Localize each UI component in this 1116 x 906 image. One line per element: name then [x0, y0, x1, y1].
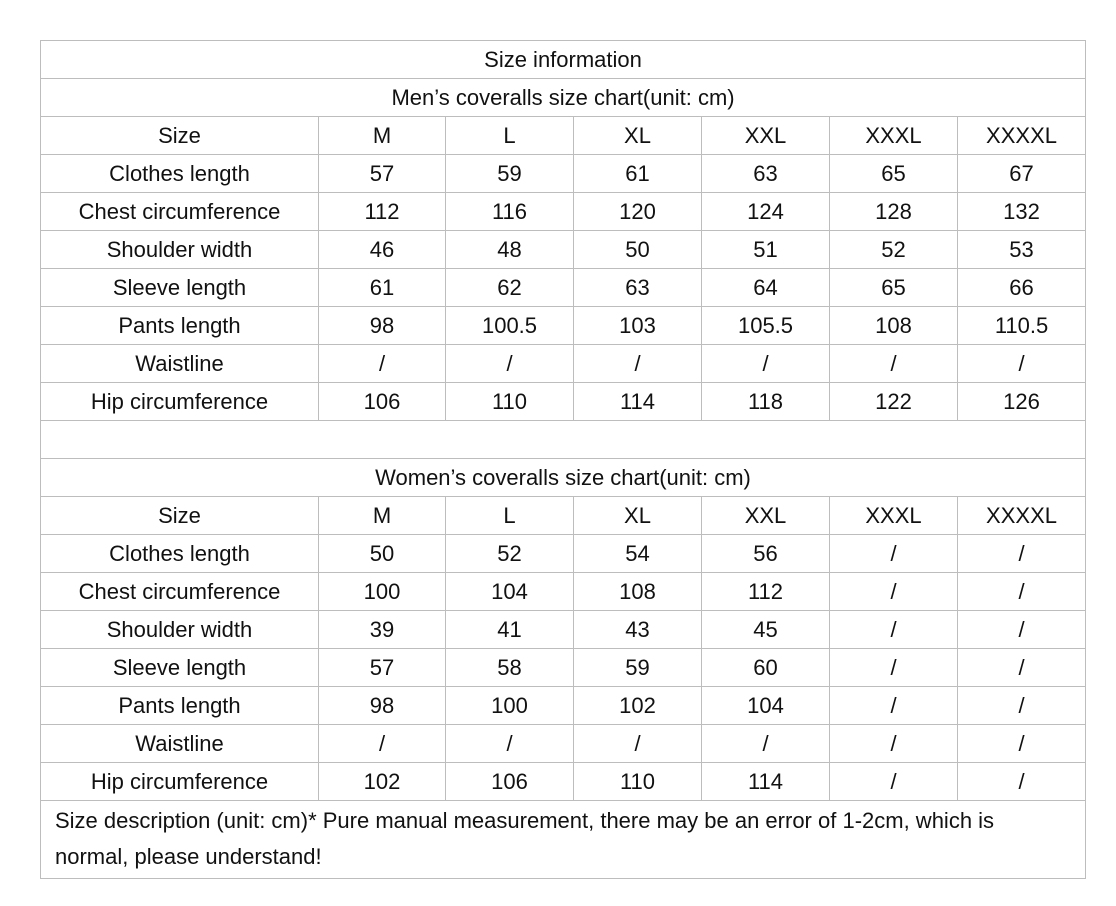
- table-body: [41, 41, 1086, 879]
- measurement-row: [41, 269, 1086, 307]
- measurement-value: 103: [574, 307, 702, 345]
- measurement-value: 64: [702, 269, 830, 307]
- measurement-value: 98: [319, 687, 446, 725]
- measurement-value: 104: [446, 573, 574, 611]
- measurement-value: 57: [319, 155, 446, 193]
- size-label: Size: [41, 497, 319, 535]
- measurement-value: /: [958, 687, 1086, 725]
- size-header-cell: XL: [574, 117, 702, 155]
- measurement-value: /: [830, 687, 958, 725]
- measurement-row: [41, 307, 1086, 345]
- size-header-cell: XXL: [702, 117, 830, 155]
- size-header-row: [41, 117, 1086, 155]
- measurement-value: 43: [574, 611, 702, 649]
- measurement-label: Waistline: [41, 345, 319, 383]
- measurement-value: 59: [574, 649, 702, 687]
- size-header-cell: L: [446, 117, 574, 155]
- measurement-value: 53: [958, 231, 1086, 269]
- measurement-value: 100: [446, 687, 574, 725]
- measurement-value: 59: [446, 155, 574, 193]
- measurement-value: 100.5: [446, 307, 574, 345]
- measurement-value: 52: [830, 231, 958, 269]
- measurement-value: /: [958, 725, 1086, 763]
- measurement-value: /: [574, 345, 702, 383]
- measurement-value: 110.5: [958, 307, 1086, 345]
- measurement-value: 63: [574, 269, 702, 307]
- measurement-label: Pants length: [41, 307, 319, 345]
- size-header-cell: XL: [574, 497, 702, 535]
- measurement-value: /: [702, 345, 830, 383]
- measurement-value: 108: [574, 573, 702, 611]
- measurement-value: 54: [574, 535, 702, 573]
- measurement-value: 65: [830, 155, 958, 193]
- measurement-value: 58: [446, 649, 574, 687]
- measurement-value: 114: [574, 383, 702, 421]
- measurement-label: Hip circumference: [41, 383, 319, 421]
- measurement-value: 124: [702, 193, 830, 231]
- measurement-value: 61: [574, 155, 702, 193]
- measurement-label: Waistline: [41, 725, 319, 763]
- measurement-row: [41, 231, 1086, 269]
- measurement-value: 46: [319, 231, 446, 269]
- measurement-row: [41, 193, 1086, 231]
- measurement-label: Clothes length: [41, 155, 319, 193]
- measurement-value: 116: [446, 193, 574, 231]
- measurement-value: /: [830, 535, 958, 573]
- measurement-value: /: [446, 725, 574, 763]
- table-title: Size information: [41, 41, 1086, 79]
- measurement-value: 52: [446, 535, 574, 573]
- measurement-label: Hip circumference: [41, 763, 319, 801]
- size-header-cell: L: [446, 497, 574, 535]
- measurement-value: 112: [702, 573, 830, 611]
- measurement-value: 50: [319, 535, 446, 573]
- measurement-label: Pants length: [41, 687, 319, 725]
- measurement-value: 57: [319, 649, 446, 687]
- measurement-value: 122: [830, 383, 958, 421]
- measurement-row: [41, 155, 1086, 193]
- measurement-value: 67: [958, 155, 1086, 193]
- measurement-value: 98: [319, 307, 446, 345]
- size-header-cell: XXXL: [830, 117, 958, 155]
- size-header-cell: XXXL: [830, 497, 958, 535]
- measurement-value: 106: [446, 763, 574, 801]
- measurement-value: 102: [574, 687, 702, 725]
- measurement-value: /: [830, 573, 958, 611]
- measurement-value: 63: [702, 155, 830, 193]
- measurement-value: 56: [702, 535, 830, 573]
- size-header-cell: XXXXL: [958, 117, 1086, 155]
- measurement-value: /: [830, 345, 958, 383]
- measurement-value: 100: [319, 573, 446, 611]
- measurement-value: 62: [446, 269, 574, 307]
- chart-heading: Women’s coveralls size chart(unit: cm): [41, 459, 1086, 497]
- measurement-value: 108: [830, 307, 958, 345]
- measurement-value: 114: [702, 763, 830, 801]
- size-information-table: [40, 40, 1086, 879]
- measurement-value: 66: [958, 269, 1086, 307]
- measurement-label: Shoulder width: [41, 611, 319, 649]
- measurement-value: /: [702, 725, 830, 763]
- measurement-value: 126: [958, 383, 1086, 421]
- measurement-row: [41, 535, 1086, 573]
- measurement-label: Chest circumference: [41, 193, 319, 231]
- measurement-row: [41, 687, 1086, 725]
- measurement-value: 105.5: [702, 307, 830, 345]
- spacer-row: [41, 421, 1086, 459]
- measurement-row: [41, 763, 1086, 801]
- measurement-value: 39: [319, 611, 446, 649]
- chart-heading-row: [41, 79, 1086, 117]
- measurement-row: [41, 345, 1086, 383]
- measurement-value: 51: [702, 231, 830, 269]
- title-row: [41, 41, 1086, 79]
- measurement-value: 60: [702, 649, 830, 687]
- measurement-value: /: [446, 345, 574, 383]
- measurement-row: [41, 383, 1086, 421]
- size-header-cell: M: [319, 497, 446, 535]
- size-label: Size: [41, 117, 319, 155]
- size-header-cell: XXL: [702, 497, 830, 535]
- measurement-value: 104: [702, 687, 830, 725]
- measurement-value: 128: [830, 193, 958, 231]
- chart-heading-row: [41, 459, 1086, 497]
- measurement-value: 65: [830, 269, 958, 307]
- measurement-row: [41, 725, 1086, 763]
- measurement-value: /: [958, 611, 1086, 649]
- measurement-value: 110: [574, 763, 702, 801]
- measurement-value: /: [319, 725, 446, 763]
- measurement-row: [41, 611, 1086, 649]
- measurement-value: 106: [319, 383, 446, 421]
- measurement-value: /: [830, 611, 958, 649]
- measurement-value: /: [958, 345, 1086, 383]
- size-description-note: Size description (unit: cm)* Pure manual measurement, there may be an error of 1-2cm, which is normal, please understand!: [41, 801, 1086, 879]
- measurement-value: 48: [446, 231, 574, 269]
- measurement-value: 41: [446, 611, 574, 649]
- measurement-row: [41, 649, 1086, 687]
- size-header-cell: M: [319, 117, 446, 155]
- measurement-label: Sleeve length: [41, 269, 319, 307]
- measurement-value: 132: [958, 193, 1086, 231]
- measurement-value: 112: [319, 193, 446, 231]
- measurement-value: 110: [446, 383, 574, 421]
- measurement-value: 50: [574, 231, 702, 269]
- measurement-value: /: [958, 763, 1086, 801]
- measurement-value: /: [958, 573, 1086, 611]
- chart-heading: Men’s coveralls size chart(unit: cm): [41, 79, 1086, 117]
- measurement-row: [41, 573, 1086, 611]
- spacer-cell: [41, 421, 1086, 459]
- measurement-value: /: [574, 725, 702, 763]
- measurement-value: 45: [702, 611, 830, 649]
- measurement-value: /: [830, 649, 958, 687]
- measurement-value: /: [319, 345, 446, 383]
- measurement-value: /: [958, 649, 1086, 687]
- measurement-value: /: [958, 535, 1086, 573]
- note-row: [41, 801, 1086, 879]
- measurement-label: Clothes length: [41, 535, 319, 573]
- measurement-value: /: [830, 725, 958, 763]
- measurement-value: /: [830, 763, 958, 801]
- size-header-row: [41, 497, 1086, 535]
- measurement-label: Chest circumference: [41, 573, 319, 611]
- measurement-value: 118: [702, 383, 830, 421]
- measurement-value: 120: [574, 193, 702, 231]
- measurement-label: Shoulder width: [41, 231, 319, 269]
- size-header-cell: XXXXL: [958, 497, 1086, 535]
- measurement-value: 61: [319, 269, 446, 307]
- measurement-label: Sleeve length: [41, 649, 319, 687]
- measurement-value: 102: [319, 763, 446, 801]
